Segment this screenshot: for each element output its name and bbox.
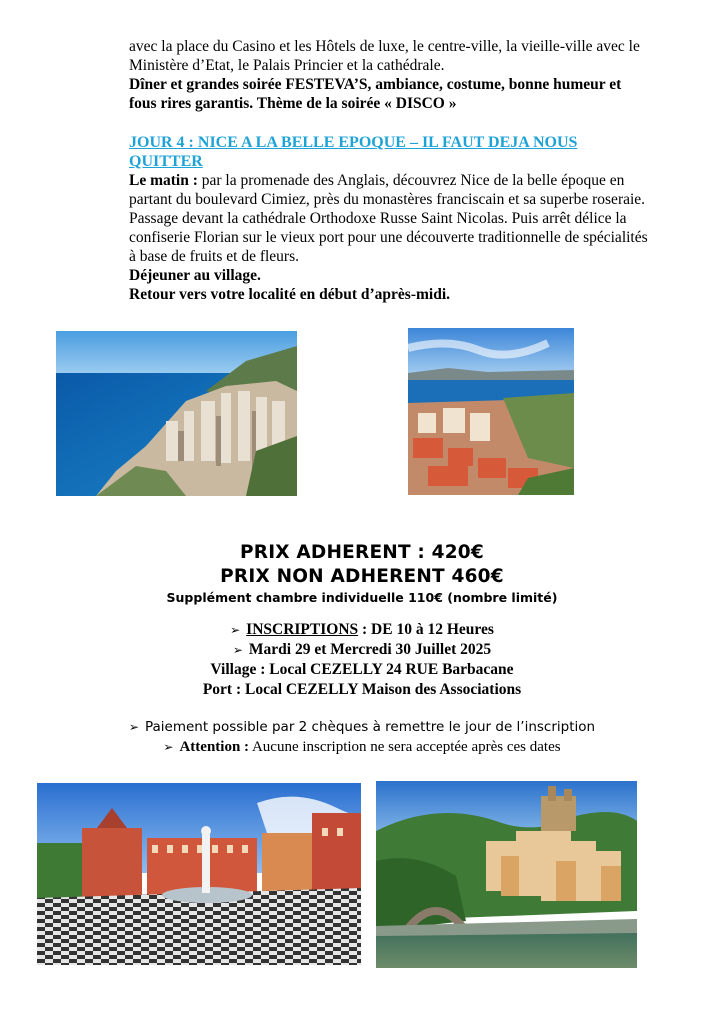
day4-lunch: Déjeuner au village.: [129, 267, 261, 284]
day4-section: [129, 133, 649, 304]
single-room-supplement: Supplément chambre individuelle 110€ (nombre limité): [166, 590, 558, 605]
day4-return: Retour vers votre localité en début d’après-midi.: [129, 286, 451, 303]
registration-dates: ➢ Mardi 29 et Mercredi 30 Juillet 2025: [232, 641, 492, 658]
notes-block: [0, 717, 724, 757]
photo-place-massena: [37, 783, 361, 965]
attention-label: Attention :: [179, 739, 250, 755]
price-non-member: PRIX NON ADHERENT 460€: [220, 566, 504, 587]
arrow-bullet-icon: ➢: [163, 740, 174, 754]
registration-label: INSCRIPTIONS: [246, 621, 359, 638]
day4-title: JOUR 4 : NICE A LA BELLE EPOQUE – IL FAUT DEJA NOUS QUITTER: [129, 134, 578, 170]
intro-paragraph: [129, 37, 649, 113]
morning-text: par la promenade des Anglais, découvrez Nice de la belle époque en partant du boulevard Cimiez, près du monastères franciscain et sa superbe roseraie. Passage devant la cathédrale Orthodoxe Russe Saint Nicolas. Puis arrêt délice la confiserie Florian sur le vieux port pour une découverte traditionnelle de spécialités à base de fruits et de fleurs.: [129, 172, 648, 265]
intro-line-1: avec la place du Casino et les Hôtels de luxe, le centre-ville, la vieille-ville avec le Ministère d’Etat, le Palais Princier et la cathédrale.: [129, 38, 640, 74]
arrow-bullet-icon: ➢: [128, 720, 139, 734]
photo-monaco-rock: [408, 328, 574, 495]
price-member: PRIX ADHERENT : 420€: [240, 542, 484, 563]
payment-note: ➢ Paiement possible par 2 chèques à remettre le jour de l’inscription: [128, 719, 596, 735]
registration-hours: ➢ INSCRIPTIONS : DE 10 à 12 Heures: [230, 621, 494, 638]
arrow-bullet-icon: ➢: [230, 623, 241, 637]
photo-dolceacqua: [376, 781, 637, 968]
attention-note: ➢ Attention : Aucune inscription ne sera acceptée après ces dates: [163, 739, 561, 755]
arrow-bullet-icon: ➢: [232, 643, 243, 657]
registration-port: Port : Local CEZELLY Maison des Associations: [202, 681, 522, 698]
registration-village: Village : Local CEZELLY 24 RUE Barbacane: [210, 661, 514, 678]
registration-block: [0, 620, 724, 700]
intro-line-2: Dîner et grandes soirée FESTEVA’S, ambiance, costume, bonne humeur et fous rires garantis. Thème de la soirée « DISCO »: [129, 76, 622, 112]
prices-block: [0, 541, 724, 607]
morning-label: Le matin :: [129, 172, 198, 189]
day4-morning: [129, 171, 649, 266]
photo-monaco-coast: [56, 331, 297, 496]
